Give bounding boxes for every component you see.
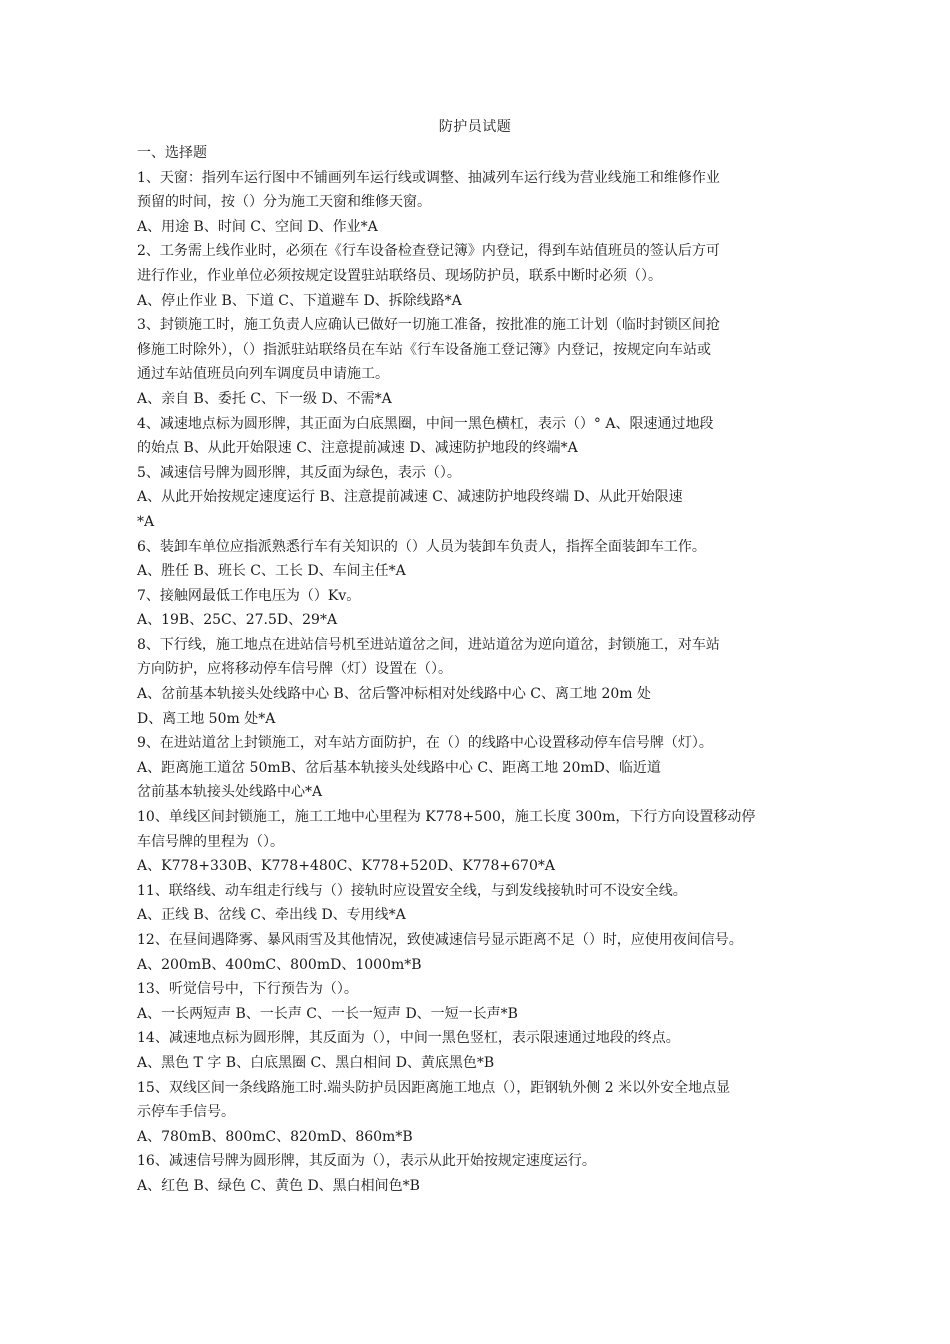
text-line: A、岔前基本轨接头处线路中心 B、岔后警冲标相对处线路中心 C、离工地 20m 处 bbox=[137, 686, 651, 703]
text-line: A、距离施工道岔 50mB、岔后基本轨接头处线路中心 C、距离工地 20mD、临近道 bbox=[137, 759, 661, 776]
text-line: 9、在进站道岔上封锁施工，对车站方面防护，在（）的线路中心设置移动停车信号牌（灯）。 bbox=[137, 735, 713, 752]
text-line: 1、天窗：指列车运行图中不铺画列车运行线或调整、抽减列车运行线为营业线施工和维修作业 bbox=[137, 169, 720, 186]
text-line: 修施工时除外），（）指派驻站联络员在车站《行车设备施工登记簿》内登记，按规定向车站或 bbox=[137, 341, 711, 358]
text-line: 10、单线区间封锁施工，施工工地中心里程为 K778+500，施工长度 300m，下行方向设置移动停 bbox=[137, 809, 756, 826]
text-line: A、正线 B、岔线 C、牵出线 D、专用线*A bbox=[137, 907, 406, 924]
text-line: 16、减速信号牌为圆形牌，其反面为（），表示从此开始按规定速度运行。 bbox=[137, 1153, 596, 1170]
text-line: 预留的时间，按（）分为施工天窗和维修天窗。 bbox=[137, 194, 431, 211]
section-heading: 一、选择题 bbox=[137, 145, 207, 161]
text-line: A、黑色 T 字 B、白底黑圈 C、黑白相间 D、黄底黑色*B bbox=[137, 1054, 495, 1071]
text-line: A、200mB、400mC、800mD、1000m*B bbox=[137, 956, 422, 973]
text-line: 的始点 B、从此开始限速 C、注意提前减速 D、减速防护地段的终端*A bbox=[137, 440, 578, 457]
text-line: 车信号牌的里程为（）。 bbox=[137, 833, 284, 850]
text-line: D、离工地 50m 处*A bbox=[137, 710, 276, 727]
text-line: 3、封锁施工时，施工负责人应确认已做好一切施工准备，按批准的施工计划（临时封锁区间抢 bbox=[137, 317, 720, 334]
text-line: 13、听觉信号中，下行预告为（）。 bbox=[137, 981, 358, 998]
text-line: A、胜任 B、班长 C、工长 D、车间主任*A bbox=[137, 563, 406, 580]
text-line: 15、双线区间一条线路施工时.端头防护员因距离施工地点（），距钢轨外侧 2 米以外安全地点显 bbox=[137, 1079, 731, 1096]
text-line: 14、减速地点标为圆形牌，其反面为（），中间一黑色竖杠，表示限速通过地段的终点。 bbox=[137, 1030, 680, 1047]
text-line: 5、减速信号牌为圆形牌，其反面为绿色，表示（）。 bbox=[137, 464, 461, 481]
text-line: 2、工务需上线作业时，必须在《行车设备检查登记簿》内登记，得到车站值班员的签认后方可 bbox=[137, 243, 720, 260]
text-line: A、用途 B、时间 C、空间 D、作业*A bbox=[137, 218, 378, 235]
text-line: A、从此开始按规定速度运行 B、注意提前减速 C、减速防护地段终端 D、从此开始限速 bbox=[137, 489, 683, 506]
text-line: 岔前基本轨接头处线路中心*A bbox=[137, 784, 323, 801]
text-line: 方向防护，应将移动停车信号牌（灯）设置在（）。 bbox=[137, 661, 452, 678]
text-line: 7、接触网最低工作电压为（）Kv。 bbox=[137, 587, 361, 604]
text-line: A、红色 B、绿色 C、黄色 D、黑白相间色*B bbox=[137, 1177, 420, 1194]
text-line: A、19B、25C、27.5D、29*A bbox=[137, 612, 338, 629]
text-line: 8、下行线，施工地点在进站信号机至进站道岔之间，进站道岔为逆向道岔，封锁施工，对车站 bbox=[137, 636, 720, 653]
text-line: A、780mB、800mC、820mD、860m*B bbox=[137, 1128, 413, 1145]
text-line: 4、减速地点标为圆形牌，其正面为白底黑圈，中间一黑色横杠，表示（）° A、限速通过地段 bbox=[137, 415, 714, 432]
document-title: 防护员试题 bbox=[438, 119, 512, 135]
text-line: 进行作业，作业单位必须按规定设置驻站联络员、现场防护员，联系中断时必须（）。 bbox=[137, 267, 662, 284]
text-line: 6、装卸车单位应指派熟悉行车有关知识的（）人员为装卸车负责人，指挥全面装卸车工作。 bbox=[137, 538, 706, 555]
text-line: A、停止作业 B、下道 C、下道避车 D、拆除线路*A bbox=[137, 292, 462, 309]
question-list bbox=[137, 166, 827, 1199]
text-line: A、亲自 B、委托 C、下一级 D、不需*A bbox=[137, 390, 392, 407]
text-line: 12、在昼间遇降雾、暴风雨雪及其他情况，致使减速信号显示距离不足（）时，应使用夜间信号。 bbox=[137, 932, 743, 948]
text-line: 示停车手信号。 bbox=[137, 1104, 235, 1121]
document-body bbox=[137, 141, 827, 1199]
text-line: 11、联络线、动车组走行线与（）接轨时应设置安全线，与到发线接轨时可不设安全线。 bbox=[137, 882, 687, 899]
text-line: A、一长两短声 B、一长声 C、一长一短声 D、一短一长声*B bbox=[137, 1005, 518, 1022]
text-line: A、K778+330B、K778+480C、K778+520D、K778+670*A bbox=[137, 858, 555, 875]
text-line: *A bbox=[137, 513, 155, 530]
text-line: 通过车站值班员向列车调度员申请施工。 bbox=[137, 366, 389, 383]
